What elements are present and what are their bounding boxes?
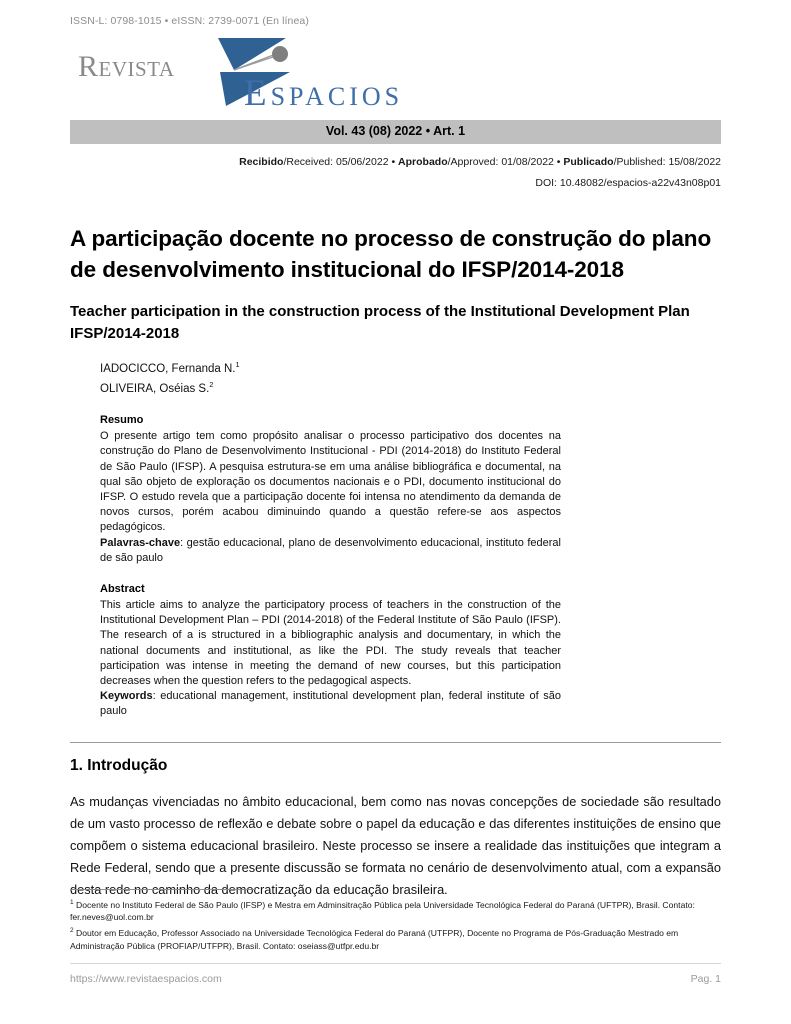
author-footnote-marker[interactable]: 1 bbox=[235, 360, 240, 370]
footnote-marker: 2 bbox=[70, 927, 74, 935]
abstract-keywords: : educational management, institutional development plan, federal institute of são paulo bbox=[100, 690, 561, 718]
journal-url-link[interactable]: https://www.revistaespacios.com bbox=[70, 973, 222, 985]
footnote-item bbox=[70, 897, 721, 924]
author-name: IADOCICCO, Fernanda N. bbox=[100, 363, 236, 376]
resumo-block bbox=[100, 413, 561, 566]
author-entry bbox=[100, 357, 721, 377]
volume-bar: Vol. 43 (08) 2022 • Art. 1 bbox=[70, 120, 721, 144]
author-list bbox=[100, 357, 721, 397]
logo-espacios-text: Espacios bbox=[244, 73, 404, 114]
journal-logo bbox=[70, 36, 721, 114]
article-title-en: Teacher participation in the construction process of the Institutional Development Plan IFSP/2014-2018 bbox=[70, 303, 690, 342]
page-footer-divider bbox=[70, 963, 721, 964]
logo-wordmark-revista bbox=[78, 50, 175, 84]
page-footer bbox=[70, 963, 721, 986]
logo-wordmark-espacios bbox=[244, 72, 403, 115]
section-divider bbox=[70, 742, 721, 743]
date-received-label: Recibido bbox=[239, 156, 284, 168]
footnotes-area bbox=[70, 889, 721, 952]
abstract-heading: Abstract bbox=[100, 582, 145, 595]
date-published-label: Publicado bbox=[563, 156, 614, 168]
resumo-body bbox=[100, 429, 561, 566]
footnote-marker: 1 bbox=[70, 898, 74, 906]
abstract-text: This article aims to analyze the participatory process of teachers in the construction of the Institutional Development Plan – PDI (2014-2018) of the Federal Institute of São Paulo (IFSP). The research of a is structured in a bibliographic analysis and documentary, in which the national documents and institutional, as like the PDI. The study reveals that teacher participation was intense in meeting the demand of new courses, but this participation decreases when the question refers to the pedagogical aspects. bbox=[100, 598, 561, 687]
footnote-text: Docente no Instituto Federal de São Paulo (IFSP) e Mestra em Adminsitração Pública pela Universidade Tecnológica Federal do Paraná (UFTPR), Brasil. Contato: fer.neves@uol.com.br bbox=[70, 899, 695, 922]
page-footer-row bbox=[70, 972, 721, 986]
abstract-body bbox=[100, 598, 561, 720]
resumo-text: O presente artigo tem como propósito analisar o processo participativo dos docentes na construção do Plano de Desenvolvimento Institucional - PDI (2014-2018) do Instituto Federal de São Paulo (IFSP). A pesquisa estrutura-se em uma análise bibliográfica e documental, na qual são objeto de exploração os documentos nacionais e o PDI, documento institucional do IFSP. O estudo revela que a participação docente foi intensa no atendimento da demanda de novos cursos, porém acabou diminuindo quando a questão refere-se aos aspectos pedagógicos. bbox=[100, 430, 561, 534]
logo-revista-text: Revista bbox=[78, 50, 175, 83]
date-received-value: /Received: 05/06/2022 • bbox=[283, 156, 399, 168]
date-published-value: /Published: 15/08/2022 bbox=[613, 156, 721, 168]
footnote-separator bbox=[70, 889, 256, 890]
resumo-keywords-label: Palavras-chave bbox=[100, 536, 181, 549]
resumo-keywords: : gestão educacional, plano de desenvolvimento educacional, instituto federal de são paulo bbox=[100, 536, 561, 564]
abstract-keywords-label: Keywords bbox=[100, 690, 153, 703]
section-paragraph: As mudanças vivenciadas no âmbito educacional, bem como nas novas concepções de sociedade são resultado de um vasto processo de reflexão e debate sobre o papel da educação e das diferentes instituições de ensino que compõem o sistema educacional brasileiro. Neste processo se insere a realidade das instituições que integram a Rede Federal, sendo que a presente discussão se formata no cenário de desenvolvimento atual, com a expansão desta rede no caminho da democratização da educação brasileira. bbox=[70, 794, 721, 898]
resumo-heading: Resumo bbox=[100, 414, 144, 427]
article-title-pt: A participação docente no processo de construção do plano de desenvolvimento institucional do IFSP/2014-2018 bbox=[70, 226, 712, 282]
footnote-item bbox=[70, 925, 721, 952]
page-number: Pag. 1 bbox=[690, 973, 721, 985]
doi-line: DOI: 10.48082/espacios-a22v43n08p01 bbox=[535, 177, 721, 189]
publication-dates bbox=[70, 155, 721, 170]
author-name: OLIVEIRA, Oséias S. bbox=[100, 383, 210, 396]
author-footnote-marker[interactable]: 2 bbox=[209, 380, 214, 390]
date-approved-label: Aprobado bbox=[398, 156, 448, 168]
issn-line: ISSN-L: 0798-1015 • eISSN: 2739-0071 (En línea) bbox=[70, 15, 309, 27]
date-approved-value: /Approved: 01/08/2022 • bbox=[447, 156, 564, 168]
abstract-block bbox=[100, 582, 561, 720]
author-entry bbox=[100, 377, 721, 397]
section-heading-introducao: 1. Introdução bbox=[70, 756, 168, 774]
footnote-text: Doutor em Educação, Professor Associado na Universidade Tecnológica Federal do Paraná (UTFPR), Docente no Programa de Pós-Graduação Mestrado em Administração Pública (PROFIAP/UTFPR), Brasil. Contato: oseiass@utfpr.edu.br bbox=[70, 928, 679, 951]
